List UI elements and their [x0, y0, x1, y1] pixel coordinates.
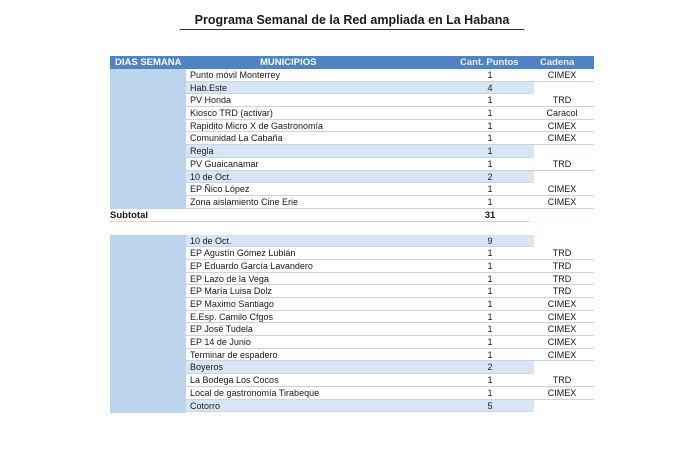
- table-row: [110, 247, 594, 260]
- municipio-cell: Kiosco TRD (activar): [190, 108, 273, 119]
- cant-puntos-cell: 1: [487, 133, 493, 144]
- cant-puntos-cell: 4: [450, 82, 530, 95]
- municipio-cell: Boyeros: [186, 361, 534, 374]
- cadena-cell: CIMEX: [547, 299, 577, 309]
- cadena-cell: CIMEX: [547, 311, 577, 322]
- subtotal-label: Subtotal: [110, 209, 148, 221]
- header-municipios: MUNICIPIOS: [260, 57, 317, 68]
- table-row: [110, 298, 594, 311]
- table-row: [110, 323, 594, 336]
- municipio-cell: La Bodega Los Cocos: [190, 375, 279, 386]
- cadena-cell: TRD: [552, 95, 572, 106]
- cadena-cell: TRD: [552, 260, 572, 271]
- cant-puntos-cell: 1: [487, 311, 493, 322]
- table-row: [110, 94, 594, 107]
- table-row: [110, 273, 594, 286]
- municipio-cell: Hab.Este: [186, 82, 534, 95]
- cant-puntos-cell: 1: [487, 184, 493, 195]
- cant-puntos-cell: 9: [450, 235, 530, 248]
- table-row: [110, 120, 594, 133]
- table-row: [110, 374, 594, 387]
- municipio-cell: Cotorro: [186, 400, 534, 413]
- municipality-group-row: [110, 145, 594, 158]
- cant-puntos-cell: 5: [450, 400, 530, 413]
- cant-puntos-cell: 1: [487, 299, 493, 309]
- page-title: Programa Semanal de la Red ampliada en La Habana: [180, 13, 524, 30]
- cadena-cell: CIMEX: [547, 196, 577, 207]
- table-row: [110, 132, 594, 145]
- cadena-cell: TRD: [552, 158, 572, 169]
- cadena-cell: CIMEX: [547, 324, 577, 335]
- municipio-cell: 10 de Oct.: [186, 171, 534, 184]
- municipality-group-row: [110, 171, 594, 184]
- table-row: [110, 349, 594, 362]
- municipality-group-row: [110, 361, 594, 374]
- municipio-cell: EP Ñico López: [190, 184, 250, 195]
- cadena-cell: CIMEX: [547, 120, 577, 131]
- cadena-cell: TRD: [552, 248, 572, 259]
- cadena-cell: TRD: [552, 375, 572, 386]
- table-row: [110, 158, 594, 171]
- municipio-cell: Regla: [186, 145, 534, 158]
- section-2: [110, 235, 594, 413]
- cant-puntos-cell: 1: [487, 286, 493, 297]
- municipio-cell: EP Eduardo García Lavandero: [190, 260, 313, 271]
- municipality-group-row: [110, 400, 594, 413]
- cant-puntos-cell: 2: [450, 171, 530, 184]
- cant-puntos-cell: 1: [487, 70, 493, 80]
- cant-puntos-cell: 1: [450, 145, 530, 158]
- municipality-group-row: [110, 235, 594, 248]
- table-row: [110, 285, 594, 298]
- cadena-cell: CIMEX: [547, 387, 577, 398]
- municipio-cell: PV Guaicanamar: [190, 158, 259, 169]
- municipio-cell: EP 14 de Junio: [190, 337, 251, 348]
- section-1: [110, 69, 594, 209]
- municipio-cell: Rapidito Micro X de Gastronomía: [190, 120, 324, 131]
- municipio-cell: PV Honda: [190, 95, 232, 106]
- cadena-cell: CIMEX: [547, 349, 577, 360]
- cadena-cell: [530, 171, 594, 184]
- cadena-cell: [530, 145, 594, 158]
- cant-puntos-cell: 1: [487, 349, 493, 360]
- cant-puntos-cell: 1: [487, 337, 493, 348]
- header-cadena: Cadena: [540, 57, 575, 68]
- cadena-cell: [530, 400, 594, 413]
- cadena-cell: [530, 235, 594, 248]
- municipio-cell: Punto móvil Monterrey: [190, 70, 281, 80]
- cant-puntos-cell: 1: [487, 248, 493, 259]
- municipio-cell: Comunidad La Cabaña: [190, 133, 283, 144]
- municipality-group-row: [110, 82, 594, 95]
- table-row: [110, 387, 594, 400]
- table-row: [110, 336, 594, 349]
- cadena-cell: CIMEX: [547, 337, 577, 348]
- table-row: [110, 183, 594, 196]
- subtotal-value: 31: [484, 209, 496, 221]
- cant-puntos-cell: 1: [487, 260, 493, 271]
- table-row: [110, 260, 594, 273]
- municipio-cell: EP Maximo Santiago: [190, 299, 274, 309]
- table-row: [110, 196, 594, 209]
- table-row: [110, 107, 594, 120]
- municipio-cell: 10 de Oct.: [186, 235, 534, 248]
- municipio-cell: EP José Tudela: [190, 324, 253, 335]
- cant-puntos-cell: 1: [487, 324, 493, 335]
- cant-puntos-cell: 1: [487, 158, 493, 169]
- subtotal-row: [110, 209, 594, 222]
- cadena-cell: CIMEX: [547, 184, 577, 195]
- cant-puntos-cell: 2: [450, 361, 530, 374]
- municipio-cell: E.Esp. Camilo Cfgos: [190, 311, 274, 322]
- municipio-cell: Zona aislamiento Cine Erie: [190, 196, 299, 207]
- cant-puntos-cell: 1: [487, 196, 493, 207]
- cadena-cell: TRD: [552, 273, 572, 284]
- schedule-table: [110, 56, 594, 412]
- table-row: [110, 311, 594, 324]
- cadena-cell: CIMEX: [547, 133, 577, 144]
- cadena-cell: TRD: [552, 286, 572, 297]
- cadena-cell: [530, 82, 594, 95]
- cant-puntos-cell: 1: [487, 120, 493, 131]
- header-cant-puntos: Cant. Puntos: [460, 57, 519, 68]
- municipio-cell: Local de gastronomía Tirabeque: [190, 387, 320, 398]
- cant-puntos-cell: 1: [487, 375, 493, 386]
- header-dias-semana: DIAS SEMANA: [115, 57, 182, 68]
- cant-puntos-cell: 1: [487, 387, 493, 398]
- municipio-cell: EP Lazo de la Vega: [190, 273, 269, 284]
- municipio-cell: Terminar de espadero: [190, 349, 278, 360]
- cant-puntos-cell: 1: [487, 108, 493, 119]
- cant-puntos-cell: 1: [487, 95, 493, 106]
- cant-puntos-cell: 1: [487, 273, 493, 284]
- cadena-cell: Caracol: [546, 108, 578, 119]
- table-header: [110, 56, 594, 69]
- table-row: [110, 69, 594, 82]
- cadena-cell: [530, 361, 594, 374]
- municipio-cell: EP Agustín Gómez Lubián: [190, 248, 296, 259]
- cadena-cell: CIMEX: [547, 70, 577, 80]
- municipio-cell: EP María Luisa Dolz: [190, 286, 272, 297]
